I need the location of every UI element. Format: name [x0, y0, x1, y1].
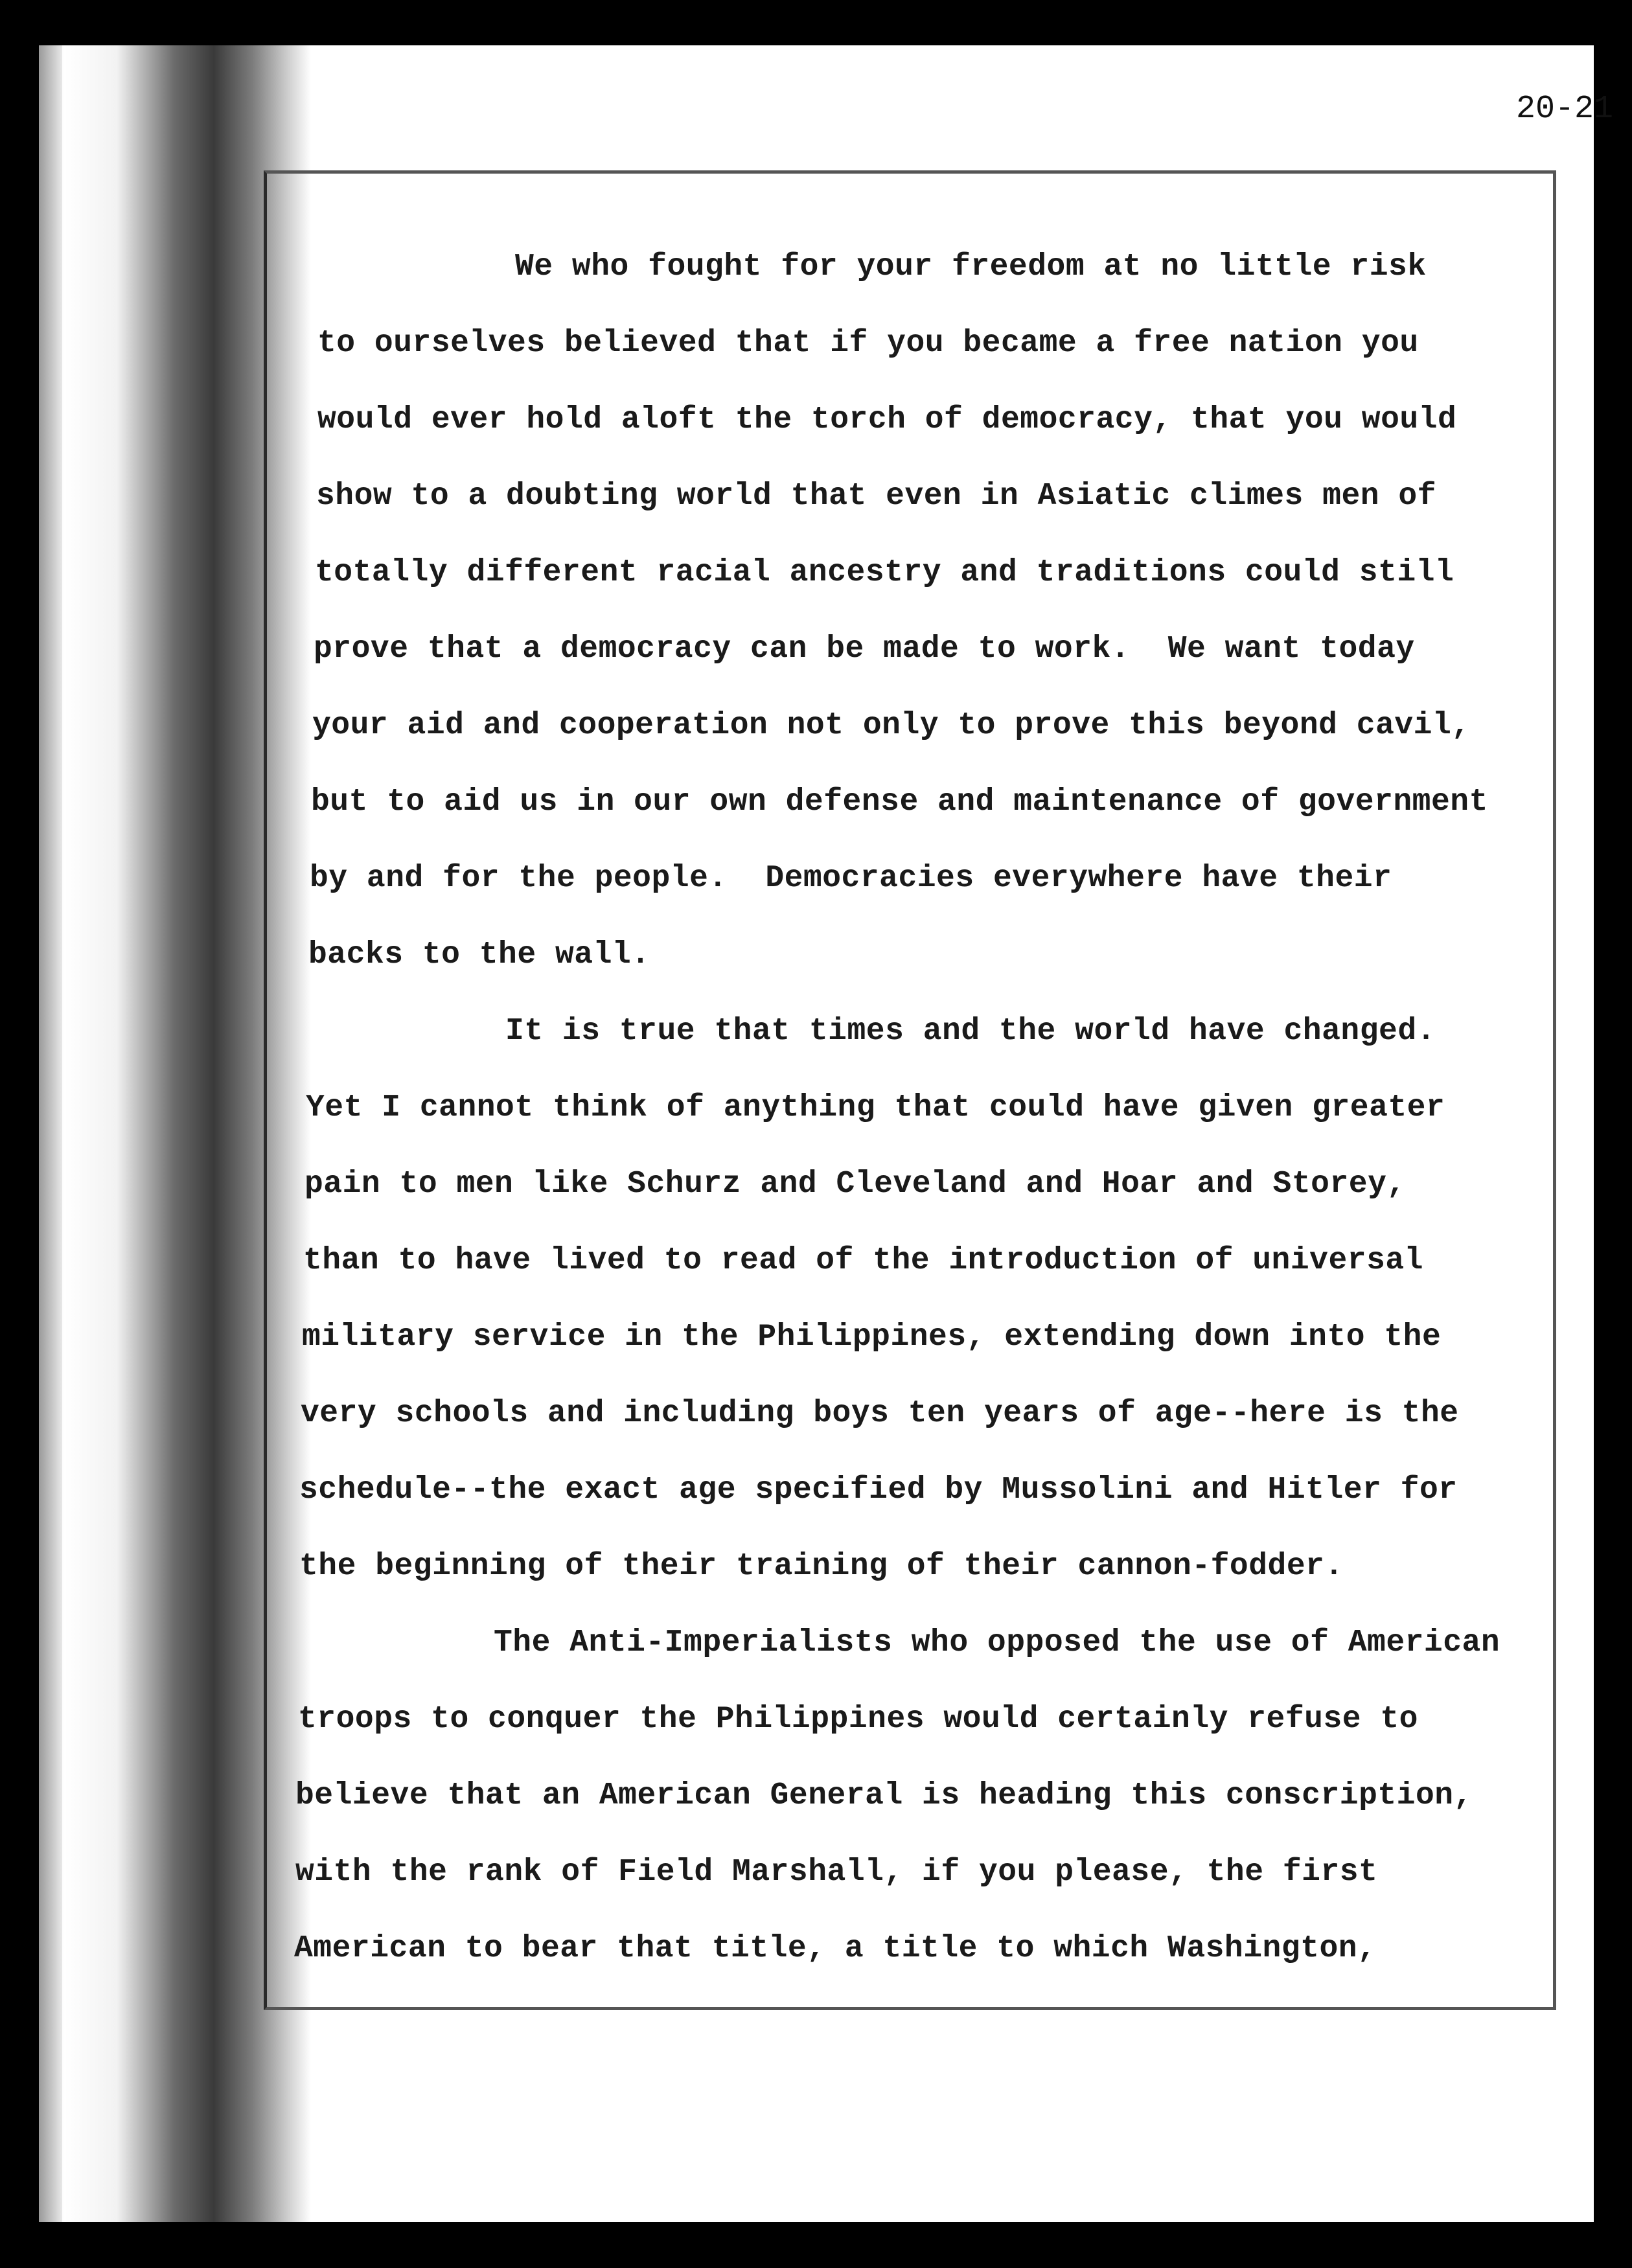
text-line: by and for the people. Democracies everywhere have their [310, 861, 1392, 896]
text-line: show to a doubting world that even in Asiatic climes men of [316, 479, 1436, 514]
text-line: backs to the wall. [308, 937, 650, 972]
text-line: the beginning of their training of their cannon-fodder. [299, 1549, 1344, 1584]
text-line: American to bear that title, a title to which Washington, [294, 1931, 1377, 1966]
text-line: would ever hold aloft the torch of democracy, that you would [317, 402, 1457, 437]
text-line: It is true that times and the world have changed. [505, 1014, 1436, 1049]
text-line: believe that an American General is heading this conscription, [295, 1778, 1473, 1813]
text-line: with the rank of Field Marshall, if you please, the first [295, 1855, 1378, 1890]
text-line: pain to men like Schurz and Cleveland and Hoar and Storey, [305, 1167, 1406, 1202]
text-line: We who fought for your freedom at no little risk [515, 249, 1427, 284]
text-line: to ourselves believed that if you became a free nation you [317, 326, 1419, 361]
page-number: 20-21 [1516, 91, 1614, 128]
text-line: than to have lived to read of the introduction of universal [303, 1243, 1423, 1278]
text-line: very schools and including boys ten years of age--here is the [301, 1396, 1459, 1431]
text-line: Yet I cannot think of anything that could have given greater [306, 1090, 1445, 1125]
text-line: military service in the Philippines, extending down into the [302, 1320, 1442, 1355]
text-line: your aid and cooperation not only to prove this beyond cavil, [312, 708, 1471, 743]
text-line: The Anti-Imperialists who opposed the use of American [494, 1625, 1500, 1660]
text-line: prove that a democracy can be made to work. We want today [314, 632, 1415, 667]
text-line: but to aid us in our own defense and maintenance of government [311, 785, 1488, 819]
text-line: totally different racial ancestry and traditions could still [315, 555, 1454, 590]
text-line: troops to conquer the Philippines would certainly refuse to [298, 1702, 1418, 1737]
text-line: schedule--the exact age specified by Mussolini and Hitler for [299, 1472, 1458, 1507]
